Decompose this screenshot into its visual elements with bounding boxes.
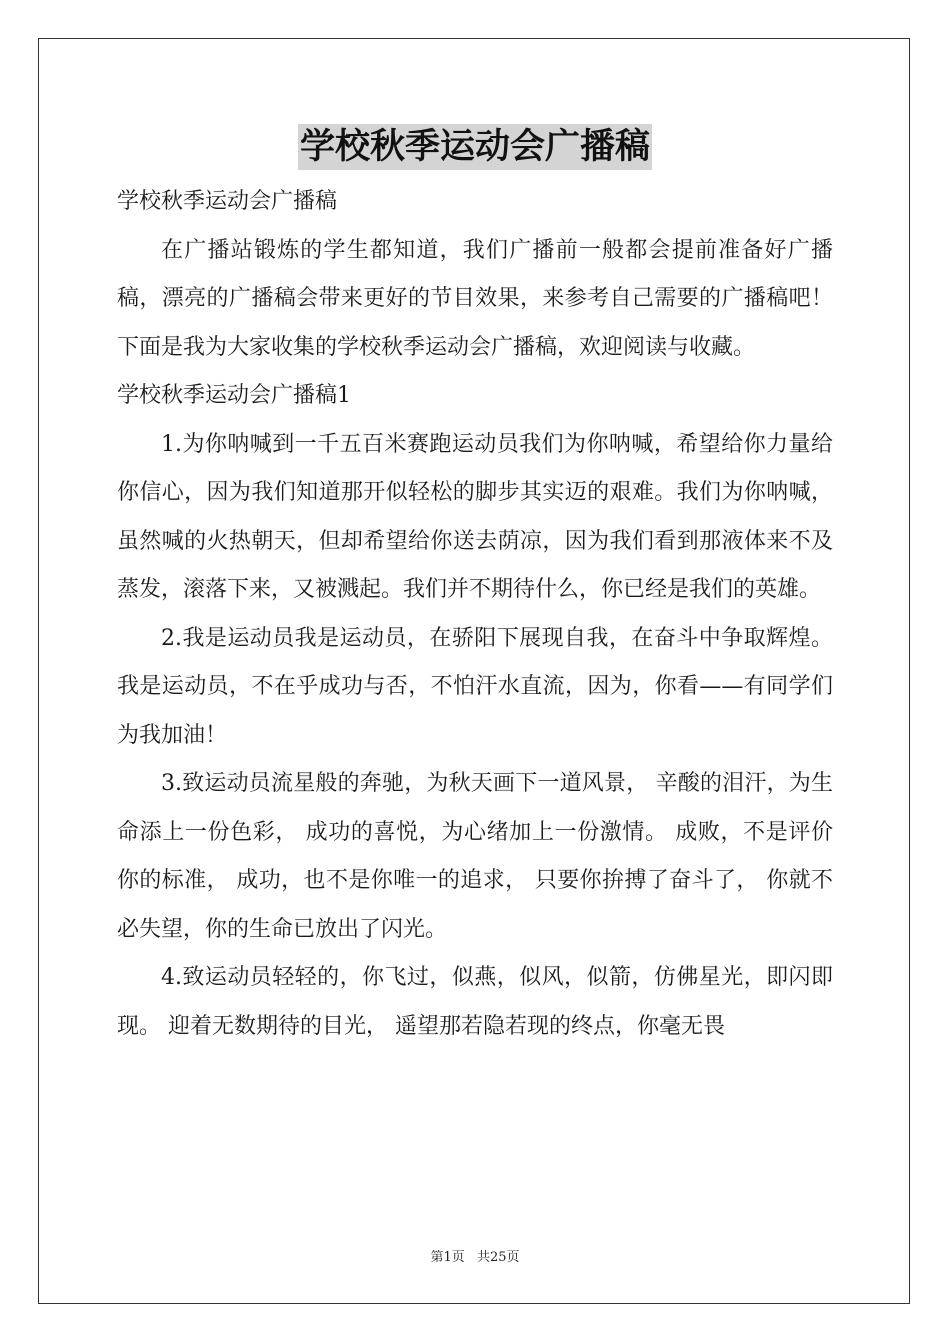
document-title: 学校秋季运动会广播稿	[298, 124, 652, 170]
intro-paragraph: 在广播站锻炼的学生都知道，我们广播前一般都会提前准备好广播稿，漂亮的广播稿会带来更好的节目效果，来参考自己需要的广播稿吧！下面是我为大家收集的学校秋季运动会广播稿，欢迎阅读与收藏。	[117, 237, 833, 360]
page-footer	[0, 1246, 950, 1265]
page-number: 第1页	[430, 1250, 465, 1265]
subtitle-paragraph: 学校秋季运动会广播稿	[117, 189, 338, 214]
title-container	[0, 124, 950, 170]
page-total: 共25页	[476, 1250, 520, 1265]
body-paragraph-1: 1.为你呐喊到一千五百米赛跑运动员我们为你呐喊，希望给你力量给你信心，因为我们知道那开似轻松的脚步其实迈的艰难。我们为你呐喊，虽然喊的火热朝天，但却希望给你送去荫凉，因为我们看到那液体来不及蒸发，滚落下来，又被溅起。我们并不期待什么，你已经是我们的英雄。	[117, 431, 833, 602]
section-heading: 学校秋季运动会广播稿1	[117, 383, 351, 408]
body-paragraph-4: 4.致运动员轻轻的，你飞过，似燕，似风，似箭，仿佛星光，即闪即现。 迎着无数期待的目光， 遥望那若隐若现的终点，你毫无畏	[117, 965, 833, 1039]
body-paragraph-3: 3.致运动员流星般的奔驰，为秋天画下一道风景， 辛酸的泪汗，为生命添上一份色彩， 成功的喜悦，为心绪加上一份激情。 成败，不是评价你的标准， 成功，也不是你唯一的追求， 只要你拚搏了奋斗了， 你就不必失望，你的生命已放出了闪光。	[117, 771, 833, 942]
body-paragraph-2: 2.我是运动员我是运动员，在骄阳下展现自我，在奋斗中争取辉煌。我是运动员，不在乎成功与否，不怕汗水直流，因为，你看——有同学们为我加油！	[117, 625, 833, 748]
document-body	[117, 178, 833, 1051]
